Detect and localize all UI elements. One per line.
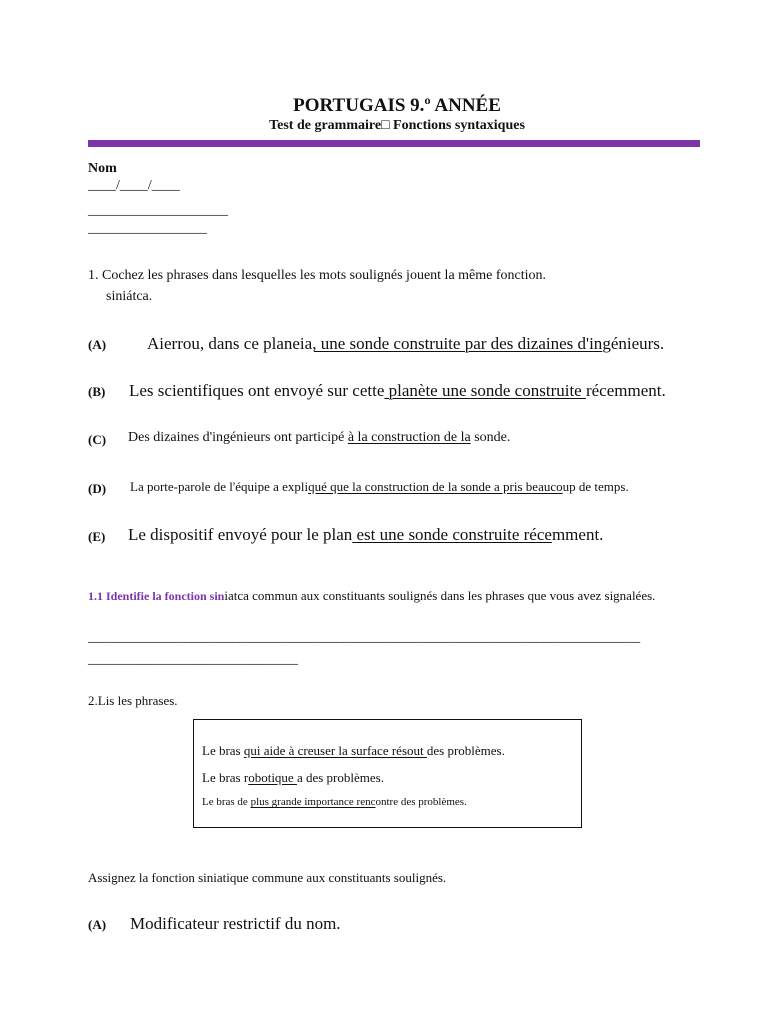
question-1-1-lead: 1.1 Identifie la fonction sin — [88, 589, 225, 603]
answer-line: ______________________________ — [88, 652, 298, 667]
page-title: PORTUGAIS 9.º ANNÉE — [293, 95, 501, 116]
underlined-constituent: planète une sonde construite — [384, 381, 586, 400]
blank-line: _________________ — [88, 221, 207, 236]
option-sentence-c — [128, 430, 510, 446]
date-line: ____/____/____ — [88, 178, 180, 193]
answer-label-a: (A) — [88, 917, 107, 932]
sentences-box — [193, 719, 582, 828]
question-1-1-rest: iatca commun aux constituants soulignés dans les phrases que vous avez signalées. — [224, 588, 656, 603]
sentence-text: up de temps. — [562, 479, 629, 494]
answer-text: Modificateur restrictif du nom. — [130, 914, 341, 933]
sentence-text: mment. — [551, 525, 604, 544]
option-label-e: (E) — [88, 529, 106, 544]
option-sentence-a — [147, 334, 664, 354]
sentence-text: La porte-parole de l'équipe a expli — [130, 479, 309, 494]
box-sentence — [202, 743, 505, 759]
assign-prompt: Assignez la fonction siniatique commune aux constituants soulignés. — [88, 870, 447, 885]
option-sentence-b — [129, 381, 666, 401]
page-subtitle: Test de grammaire□ Fonctions syntaxiques — [269, 118, 525, 133]
title-divider — [88, 140, 700, 147]
underlined-constituent: qui aide à creuser la surface résout — [243, 743, 427, 758]
option-label-d: (D) — [88, 481, 107, 496]
sentence-text: sonde. — [470, 430, 511, 445]
box-sentence — [202, 770, 384, 786]
sentence-text: Des dizaines d'ingénieurs ont participé — [128, 430, 348, 445]
underlined-constituent: , une sonde construite par des dizaines d'in — [312, 334, 603, 353]
answer-line: ________________________________________________________________________________ — [88, 630, 641, 645]
sentence-text: Les scientifiques ont envoyé sur cette — [129, 381, 385, 400]
sentence-text: des problèmes. — [426, 743, 505, 758]
sentence-text: ontre des problèmes. — [375, 796, 467, 808]
option-label-c: (C) — [88, 432, 107, 447]
underlined-constituent: plus grande importance renc — [250, 796, 376, 808]
name-label: Nom — [88, 161, 117, 176]
sentence-text: génieurs. — [602, 334, 665, 353]
sentence-text: récemment. — [585, 381, 666, 400]
sentence-text: Le bras — [202, 743, 244, 758]
question-1-prompt: 1. Cochez les phrases dans lesquelles les mots soulignés jouent la même fonction. — [88, 268, 547, 283]
sentence-text: Le bras r — [202, 770, 249, 785]
option-sentence-e — [128, 525, 603, 545]
sentence-text: Le dispositif envoyé pour le plan — [128, 525, 353, 544]
option-sentence-d — [130, 479, 629, 495]
option-label-a: (A) — [88, 337, 107, 352]
underlined-constituent: qué que la construction de la sonde a pris beauco — [308, 479, 563, 494]
question-1-prompt-cont: siniátca. — [106, 289, 153, 304]
underlined-constituent: est une sonde construite réce — [352, 525, 552, 544]
box-sentence — [202, 796, 467, 808]
underlined-constituent: obotique — [248, 770, 297, 785]
sentence-text: Le bras de — [202, 796, 251, 808]
blank-line: ____________________ — [88, 203, 228, 218]
question-1-1-prompt — [88, 588, 655, 604]
sentence-text: a des problèmes. — [296, 770, 384, 785]
question-2-prompt: 2.Lis les phrases. — [88, 693, 178, 708]
underlined-constituent: à la construction de la — [347, 430, 471, 445]
option-label-b: (B) — [88, 384, 106, 399]
sentence-text: Aierrou, dans ce planeia — [147, 334, 313, 353]
